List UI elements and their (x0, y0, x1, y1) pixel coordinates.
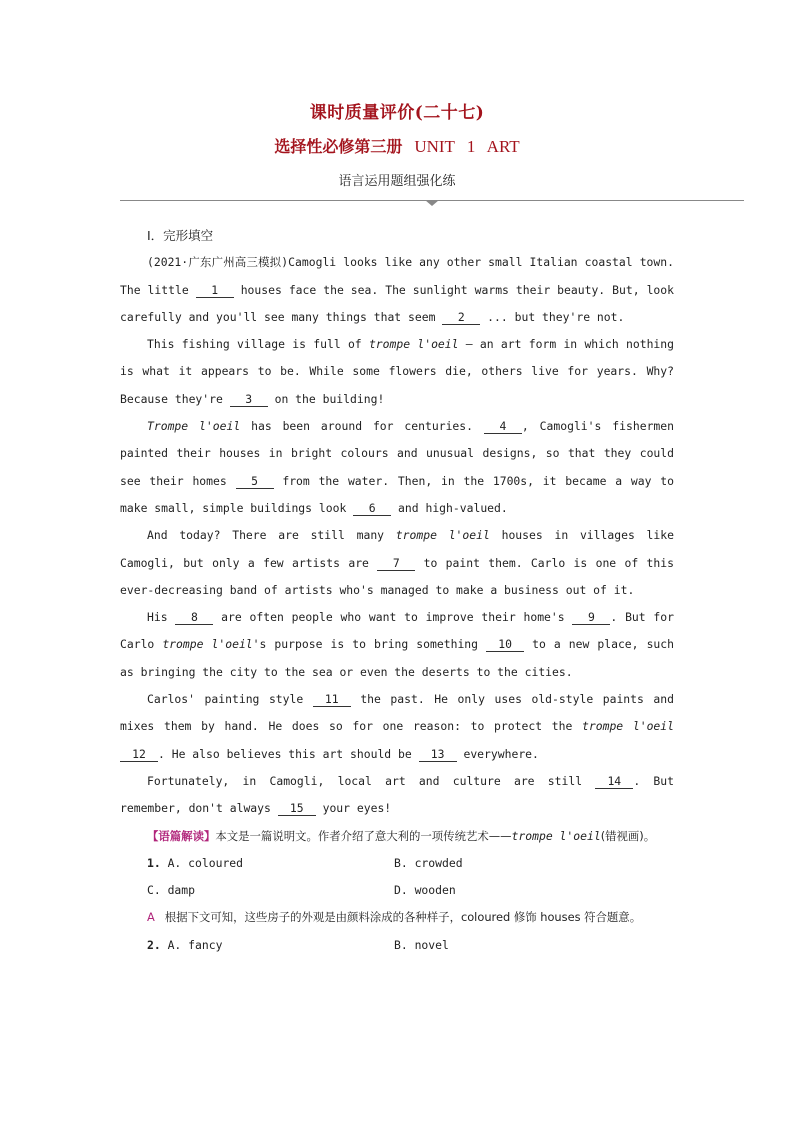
blank-4: 4 (484, 419, 522, 434)
blank-5: 5 (236, 474, 274, 489)
blank-11: 11 (313, 692, 351, 707)
passage-paragraph: Fortunately, in Camogli, local art and culture are still 14 . But remember, don't always 15 your eyes! (120, 773, 674, 816)
blank-2: 2 (442, 310, 480, 325)
analysis-label: 【语篇解读】 (147, 828, 216, 843)
blank-1: 1 (196, 283, 234, 298)
subtitle-book: 选择性必修第三册 (274, 137, 403, 156)
option-a: A. fancy (167, 937, 223, 952)
blank-3: 3 (230, 392, 268, 407)
passage-paragraph: (2021·广东广州高三模拟)Camogli looks like any other small Italian coastal town. The little 1 houses face the sea. The sunlight warms their beauty. But, look carefully and you'll see many things that seem 2 ... but they're not. (120, 255, 675, 324)
blank-6: 6 (353, 501, 391, 516)
blank-8: 8 (175, 610, 213, 625)
document-body (120, 222, 674, 959)
option-b: B. novel (394, 937, 449, 952)
divider-notch-icon (425, 200, 439, 206)
blank-9: 9 (572, 610, 610, 625)
question-number: 1. (147, 855, 161, 870)
passage-paragraph: This fishing village is full of trompe l'oeil — an art form in which nothing is what it appears to be. While some flowers die, others live for years. Why? Because they're 3 on the building! (120, 337, 675, 406)
passage-paragraph: Carlos' painting style 11 the past. He only uses old-style paints and mixes them by hand. He does so for one reason: to protect the trompe l'oeil 12 . He also believes this art should be 13 everywhere. (120, 692, 674, 761)
option-d: D. wooden (394, 883, 456, 898)
blank-10: 10 (486, 637, 524, 652)
section-heading: Ⅰ．完形填空 (147, 228, 214, 243)
blank-12: 12 (120, 747, 158, 762)
question-1-options-row-2 (120, 877, 674, 904)
passage-paragraph: Trompe l'oeil has been around for centuries. 4 , Camogli's fishermen painted their houses in bright colours and unusual designs, so that they could see their homes 5 from the water. Then, in the 1700s, it became a way to make small, simple buildings look 6 and high-valued. (120, 419, 675, 515)
question-2-options-row-1 (120, 932, 674, 959)
exercise-type: 语言运用题组强化练 (338, 174, 456, 189)
blank-14: 14 (595, 774, 633, 789)
analysis-paragraph: 【语篇解读】本文是一篇说明文。作者介绍了意大利的一项传统艺术——trompe l'oeil(错视画)。 (147, 828, 656, 843)
passage-paragraph: His 8 are often people who want to improve their home's 9 . But for Carlo trompe l'oeil's purpose is to bring something 10 to a new place, such as bringing the city to the sea or even the deserts to the cities. (120, 610, 674, 679)
blank-7: 7 (377, 556, 415, 571)
page-subtitle (0, 134, 794, 157)
blank-15: 15 (278, 801, 316, 816)
passage-paragraph: And today? There are still many trompe l'oeil houses in villages like Camogli, but only a few artists are 7 to paint them. Carlo is one of this ever-decreasing band of artists who's managed to make a business out of it. (120, 528, 674, 597)
page-title: 课时质量评价(二十七) (309, 103, 485, 123)
answer-explanation: A 根据下文可知，这些房子的外观是由颜料涂成的各种样子，coloured 修饰 houses 符合题意。 (147, 910, 642, 925)
question-number: 2. (147, 937, 161, 952)
option-b: B. crowded (394, 855, 463, 870)
answer-key: A (147, 910, 155, 925)
question-1-options-row-1 (120, 850, 674, 877)
option-a: A. coloured (167, 855, 244, 870)
subtitle-unit: UNIT 1 ART (414, 137, 520, 156)
blank-13: 13 (419, 747, 457, 762)
option-c: C. damp (147, 883, 196, 898)
